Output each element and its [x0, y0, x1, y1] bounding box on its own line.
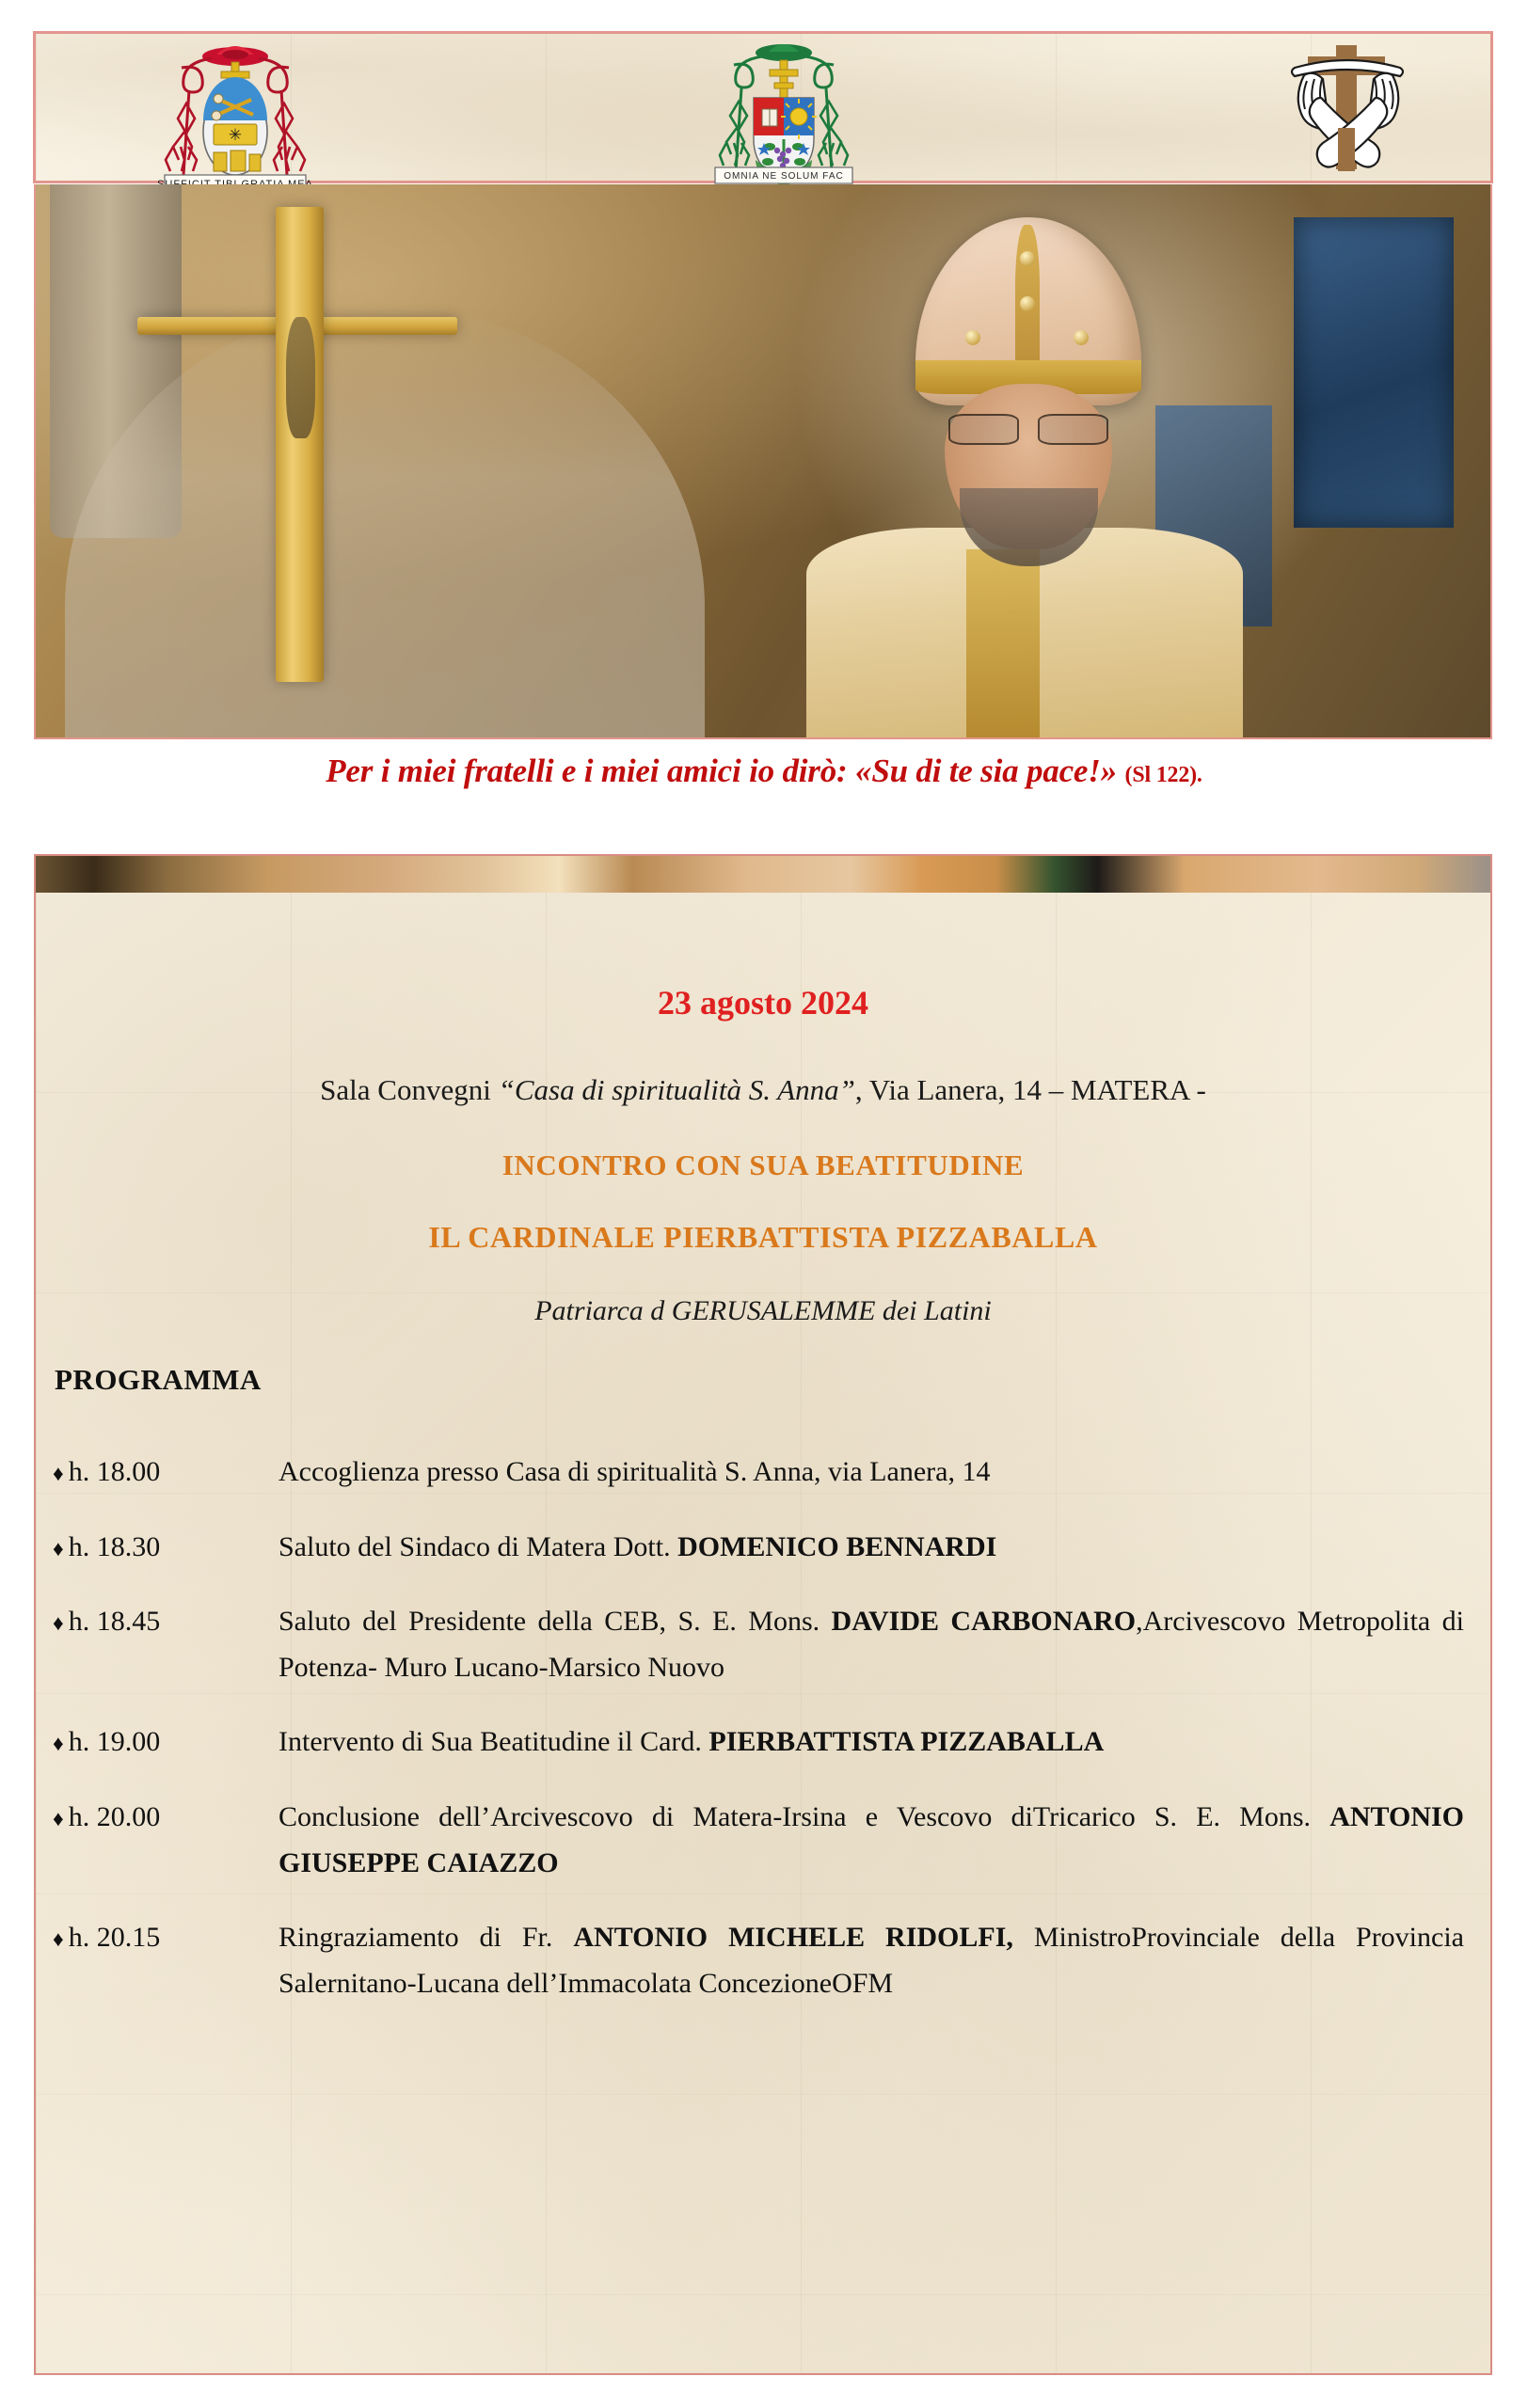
diamond-bullet-icon: ♦	[53, 1462, 64, 1485]
venue-name: “Casa di spiritualità S. Anna”	[498, 1073, 855, 1106]
diamond-bullet-icon: ♦	[53, 1806, 64, 1830]
programme-item	[53, 1525, 1464, 1571]
programme-item-line	[279, 1606, 1143, 1637]
programme-item-line	[279, 1922, 1131, 1953]
bishop-vestment-trim	[966, 549, 1039, 737]
programme-sheet	[36, 893, 1490, 2373]
programme-text-tail: ,	[1136, 1606, 1143, 1638]
programme-item-time-text: h. 20.00	[68, 1800, 161, 1832]
diamond-bullet-icon: ♦	[53, 1732, 64, 1756]
crucifix-corpus-icon	[286, 317, 315, 438]
programme-item-time-text: h. 18.30	[68, 1530, 161, 1562]
programme-text: Arcivescovo Metropolita di Potenza- Muro Lucano-Marsico Nuovo	[279, 1606, 1464, 1683]
programme-item-time	[53, 1525, 279, 1571]
programme-text: Tricarico S. E. Mons.	[1032, 1800, 1330, 1832]
bishop-mitre-icon	[915, 217, 1141, 405]
programme-item-description	[279, 1915, 1464, 2006]
programme-item-time-text: h. 19.00	[68, 1726, 161, 1758]
programme-text: Accoglienza presso Casa di spiritualità S. Anna, via Lanera, 14	[279, 1456, 991, 1487]
franciscan-tau-emblem-icon	[1268, 34, 1428, 182]
programme-item-line	[832, 1968, 893, 1999]
programme-list	[53, 1450, 1464, 2036]
programme-text: Saluto del Sindaco di Matera Dott.	[279, 1530, 678, 1562]
programme-item	[53, 1915, 1464, 2006]
programme-item	[53, 1795, 1464, 1886]
programme-label: PROGRAMMA	[55, 1363, 262, 1396]
crucifix-vertical-icon	[276, 207, 324, 683]
venue-prefix: Sala Convegni	[320, 1073, 499, 1106]
crest-header-panel	[33, 31, 1493, 183]
programme-item-time	[53, 1719, 279, 1766]
programme-person-name: ANTONIO GIUSEPPE CAIAZZO	[279, 1800, 1465, 1878]
venue-suffix: , Via Lanera, 14 – MATERA -	[854, 1073, 1206, 1106]
programme-item-time	[53, 1795, 279, 1886]
diamond-bullet-icon: ♦	[53, 1611, 64, 1636]
event-heading-secondary: IL CARDINALE PIERBATTISTA PIZZABALLA	[428, 1220, 1098, 1254]
programme-item-description	[279, 1719, 1464, 1766]
programme-text: Conclusione dell’Arcivescovo di Matera-Irsina e Vescovo di	[279, 1800, 1033, 1832]
programme-text: Provinciale della Provincia Salernitano-Lucana dell’Immacolata Concezione	[279, 1922, 1464, 1999]
event-heading-primary: INCONTRO CON SUA BEATITUDINE	[501, 1149, 1025, 1181]
eyeglasses-icon	[945, 414, 1112, 441]
programme-item-description	[279, 1525, 1464, 1571]
mitre-jewel	[965, 330, 980, 345]
diamond-bullet-icon: ♦	[53, 1927, 64, 1952]
programme-text-tail: Ministro	[1012, 1922, 1132, 1954]
mitre-jewel	[1020, 251, 1035, 266]
archbishop-coat-of-arms-icon	[694, 34, 873, 182]
programme-item-description	[279, 1795, 1464, 1886]
programme-person-name: ANTONIO MICHELE RIDOLFI,	[573, 1922, 1013, 1954]
programme-item-time	[53, 1915, 279, 2006]
programme-text: OFM	[832, 1967, 894, 1999]
quote-reference: (Sl 122).	[1124, 763, 1202, 787]
programme-item-line	[279, 1801, 1033, 1832]
mitre-jewel	[1074, 330, 1089, 345]
programme-person-name: DOMENICO BENNARDI	[677, 1530, 997, 1562]
event-venue	[36, 1073, 1490, 1107]
scripture-quote	[0, 752, 1528, 790]
diamond-bullet-icon: ♦	[53, 1536, 64, 1560]
programme-item-description	[279, 1450, 1464, 1496]
programme-text: Ringraziamento di Fr.	[279, 1922, 574, 1954]
event-date: 23 agosto 2024	[658, 984, 868, 1022]
cardinal-photo	[34, 184, 1492, 739]
programme-item-time-text: h. 18.00	[68, 1456, 161, 1487]
photo-stained-glass-icon	[1294, 217, 1454, 527]
programme-item	[53, 1450, 1464, 1496]
programme-item-line	[279, 1450, 1464, 1496]
programme-item-description	[279, 1599, 1464, 1690]
photo-image	[36, 184, 1490, 737]
programme-person-name: DAVIDE CARBONARO	[831, 1606, 1137, 1638]
cardinal-coat-of-arms-icon	[146, 34, 325, 182]
programme-item	[53, 1719, 1464, 1766]
photo-strip-decoration	[36, 856, 1490, 893]
programme-item-line	[279, 1525, 1464, 1571]
programme-item-time	[53, 1599, 279, 1690]
crest-row	[36, 34, 1490, 181]
programme-item-time	[53, 1450, 279, 1496]
programme-panel	[34, 854, 1492, 2375]
programme-item-line	[279, 1719, 1464, 1766]
svg-text:✳: ✳	[228, 126, 243, 144]
quote-text: Per i miei fratelli e i miei amici io dirò: «Su di te sia pace!»	[326, 752, 1117, 789]
programme-item-time-text: h. 20.15	[68, 1922, 161, 1954]
programme-item-time-text: h. 18.45	[68, 1606, 161, 1638]
crest-motto-2: OMNIA NE SOLUM FAC	[724, 171, 844, 182]
programme-item	[53, 1599, 1464, 1690]
programme-text: Intervento di Sua Beatitudine il Card.	[279, 1726, 709, 1758]
programme-text: Saluto del Presidente della CEB, S. E. Mons.	[279, 1606, 832, 1638]
mitre-jewel	[1020, 296, 1035, 311]
programme-person-name: PIERBATTISTA PIZZABALLA	[708, 1726, 1105, 1758]
event-subtitle: Patriarca d GERUSALEMME dei Latini	[534, 1295, 992, 1326]
